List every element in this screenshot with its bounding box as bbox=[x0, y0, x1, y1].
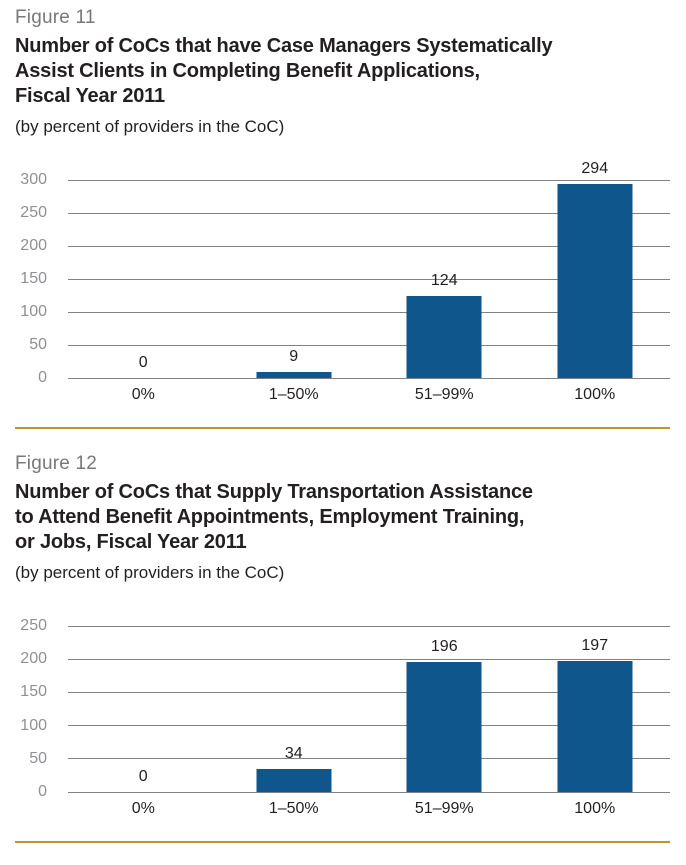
bar-slot bbox=[68, 626, 219, 792]
y-axis-tick-label: 100 bbox=[20, 716, 47, 734]
bar bbox=[256, 769, 331, 792]
y-axis-tick-label: 50 bbox=[29, 749, 47, 767]
bar-value-label: 196 bbox=[430, 637, 458, 655]
figure-title-line: Number of CoCs that have Case Managers Systematically bbox=[15, 35, 553, 57]
figure-subtitle: (by percent of providers in the CoC) bbox=[15, 117, 285, 136]
x-axis-category-label: 51–99% bbox=[414, 386, 474, 403]
bar-value-label: 294 bbox=[581, 159, 609, 177]
y-axis-tick-label: 200 bbox=[20, 237, 47, 254]
bar bbox=[407, 662, 482, 792]
bar bbox=[557, 661, 632, 792]
x-axis-category-label: 1–50% bbox=[268, 386, 319, 403]
x-axis-category-label: 1–50% bbox=[268, 800, 319, 817]
bar-slot bbox=[219, 180, 370, 378]
y-axis-tick-label: 200 bbox=[20, 650, 47, 668]
figure-12-block bbox=[15, 452, 670, 843]
figure-title-line: Number of CoCs that Supply Transportation Assistance bbox=[15, 481, 533, 503]
bar-value-label: 197 bbox=[581, 637, 609, 655]
figure-title-line: to Attend Benefit Appointments, Employment Training, bbox=[15, 506, 525, 528]
y-axis-tick-label: 100 bbox=[20, 303, 47, 320]
bar-slot bbox=[369, 180, 520, 378]
bar-chart-figure-12 bbox=[15, 600, 670, 819]
figure-label: Figure 11 bbox=[15, 7, 96, 28]
bar-value-label: 34 bbox=[284, 745, 303, 763]
figure-subtitle: (by percent of providers in the CoC) bbox=[15, 563, 285, 582]
y-axis-tick-label: 300 bbox=[20, 171, 47, 188]
figure-title-line: Assist Clients in Completing Benefit Applications, bbox=[15, 60, 480, 82]
x-axis-category-label: 100% bbox=[574, 386, 616, 403]
x-axis-labels bbox=[68, 792, 670, 819]
bar-slot bbox=[520, 626, 671, 792]
bar-slot bbox=[68, 180, 219, 378]
y-axis-tick-label: 250 bbox=[20, 204, 47, 221]
gold-divider bbox=[15, 841, 670, 843]
figure-11-block bbox=[15, 6, 670, 429]
bar-value-label: 0 bbox=[138, 354, 148, 371]
y-axis-tick-label: 250 bbox=[20, 617, 47, 634]
bar bbox=[407, 296, 482, 378]
figure-label: Figure 12 bbox=[15, 453, 98, 474]
bar-slot bbox=[219, 626, 370, 792]
bar-value-label: 124 bbox=[430, 272, 458, 290]
plot-area bbox=[20, 159, 670, 386]
gold-divider bbox=[15, 427, 670, 429]
y-axis-tick-label: 150 bbox=[20, 683, 47, 701]
y-axis-tick-label: 150 bbox=[20, 270, 47, 287]
y-axis-tick-label: 50 bbox=[29, 336, 47, 353]
bar-slot bbox=[369, 626, 520, 792]
x-axis-category-label: 0% bbox=[131, 386, 155, 403]
bar-value-label: 0 bbox=[138, 768, 148, 785]
figure-title-line: Fiscal Year 2011 bbox=[15, 85, 165, 107]
bar bbox=[557, 184, 632, 378]
y-axis-tick-label: 0 bbox=[38, 783, 47, 800]
x-axis-category-label: 0% bbox=[131, 800, 155, 817]
figure-title bbox=[15, 480, 670, 555]
x-axis-category-label: 51–99% bbox=[414, 800, 474, 817]
bar bbox=[256, 372, 331, 378]
figure-title bbox=[15, 34, 670, 109]
plot-area bbox=[20, 617, 670, 800]
x-axis-category-label: 100% bbox=[574, 800, 616, 817]
x-axis-labels bbox=[68, 378, 670, 405]
bar-slot bbox=[520, 159, 671, 378]
bar-value-label: 9 bbox=[289, 348, 299, 366]
y-axis-tick-label: 0 bbox=[38, 369, 47, 386]
figure-title-line: or Jobs, Fiscal Year 2011 bbox=[15, 531, 247, 553]
bar-chart-figure-11 bbox=[15, 154, 670, 405]
